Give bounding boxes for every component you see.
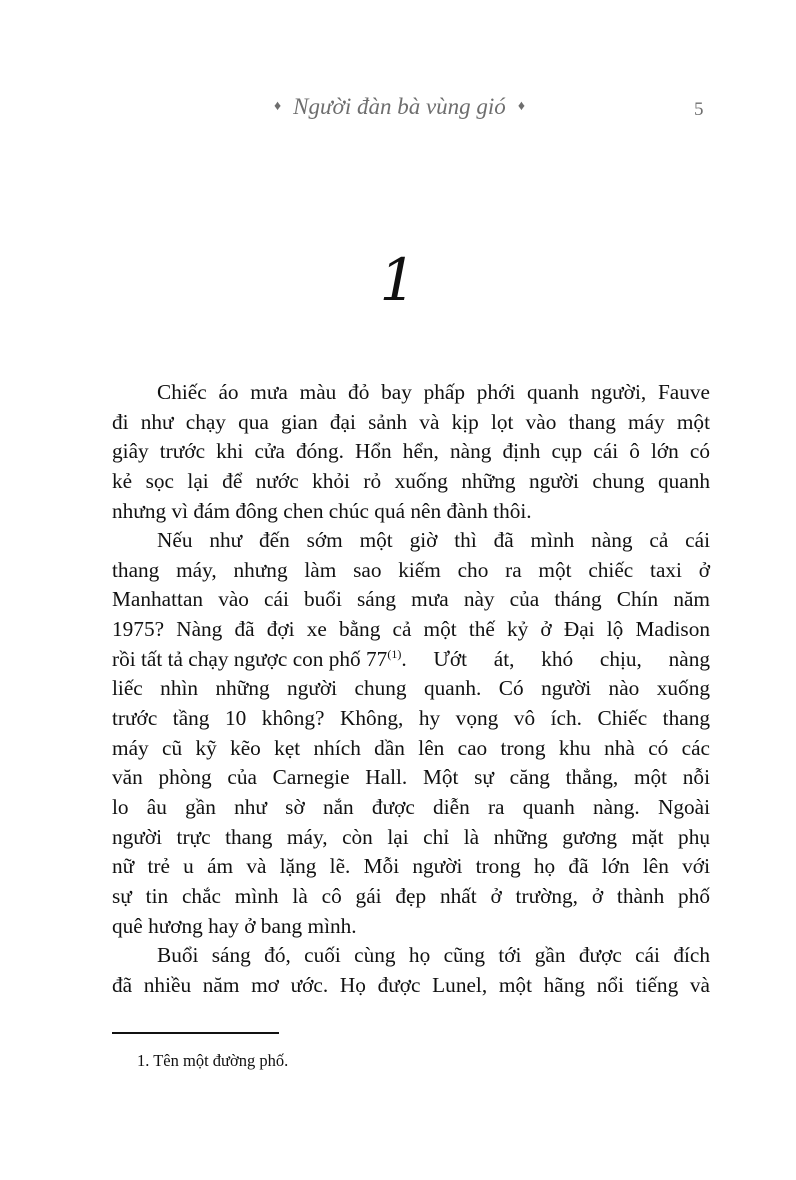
page-number: 5 [694, 99, 704, 120]
text-line: văn phòng của Carnegie Hall. Một sự căng thẳng, một nỗi [112, 765, 710, 790]
text-line: sự tin chắc mình là cô gái đẹp nhất ở trường, ở thành phố [112, 883, 710, 908]
text-fragment: rồi tất tả chạy ngược con phố 77 [112, 646, 388, 671]
text-line: đi như chạy qua gian đại sảnh và kịp lọt vào thang máy một [112, 409, 710, 434]
body-text [112, 378, 710, 1000]
footnote: 1. Tên một đường phố. [137, 1051, 289, 1070]
text-fragment: . Ướt át, khó chịu, nàng [401, 646, 710, 671]
text-line: thang máy, nhưng làm sao kiếm cho ra một chiếc taxi ở [112, 557, 710, 582]
text-line: máy cũ kỹ kẽo kẹt nhích dần lên cao trong khu nhà có các [112, 735, 710, 760]
text-line: liếc nhìn những người chung quanh. Có người nào xuống [112, 676, 710, 701]
chapter-number: 1 [379, 246, 417, 314]
text-line: quê hương hay ở bang mình. [112, 913, 357, 938]
footnote-divider [112, 1032, 279, 1034]
text-line: 1975? Nàng đã đợi xe bằng cả một thế kỷ ở Đại lộ Madison [112, 617, 710, 642]
diamond-ornament-icon: ♦ [274, 99, 282, 114]
text-line: trước tầng 10 không? Không, hy vọng vô ích. Chiếc thang [112, 706, 710, 731]
diamond-ornament-icon: ♦ [517, 99, 525, 114]
footnote-reference: (1) [387, 646, 402, 661]
running-header [262, 94, 537, 120]
text-line: Buổi sáng đó, cuối cùng họ cũng tới gần được cái đích [157, 943, 710, 968]
text-line: giây trước khi cửa đóng. Hổn hển, nàng định cụp cái ô lớn có [112, 439, 710, 464]
text-line: Nếu như đến sớm một giờ thì đã mình nàng cả cái [157, 528, 710, 553]
text-line: nhưng vì đám đông chen chúc quá nên đành thôi. [112, 498, 532, 523]
text-line: người trực thang máy, còn lại chỉ là những gương mặt phụ [112, 824, 710, 849]
text-line: Chiếc áo mưa màu đỏ bay phấp phới quanh người, Fauve [157, 380, 710, 404]
text-line: nữ trẻ u ám và lặng lẽ. Mỗi người trong họ đã lớn lên với [112, 854, 710, 879]
text-line [112, 645, 710, 675]
text-line: đã nhiều năm mơ ước. Họ được Lunel, một hãng nổi tiếng và [112, 972, 710, 997]
book-title: Người đàn bà vùng gió [293, 94, 506, 119]
text-line: Manhattan vào cái buổi sáng mưa này của tháng Chín năm [112, 587, 710, 612]
text-line: kẻ sọc lại để nước khỏi rỏ xuống những người chung quanh [112, 468, 710, 493]
text-line: lo âu gần như sờ nắn được diễn ra quanh nàng. Ngoài [112, 794, 710, 819]
